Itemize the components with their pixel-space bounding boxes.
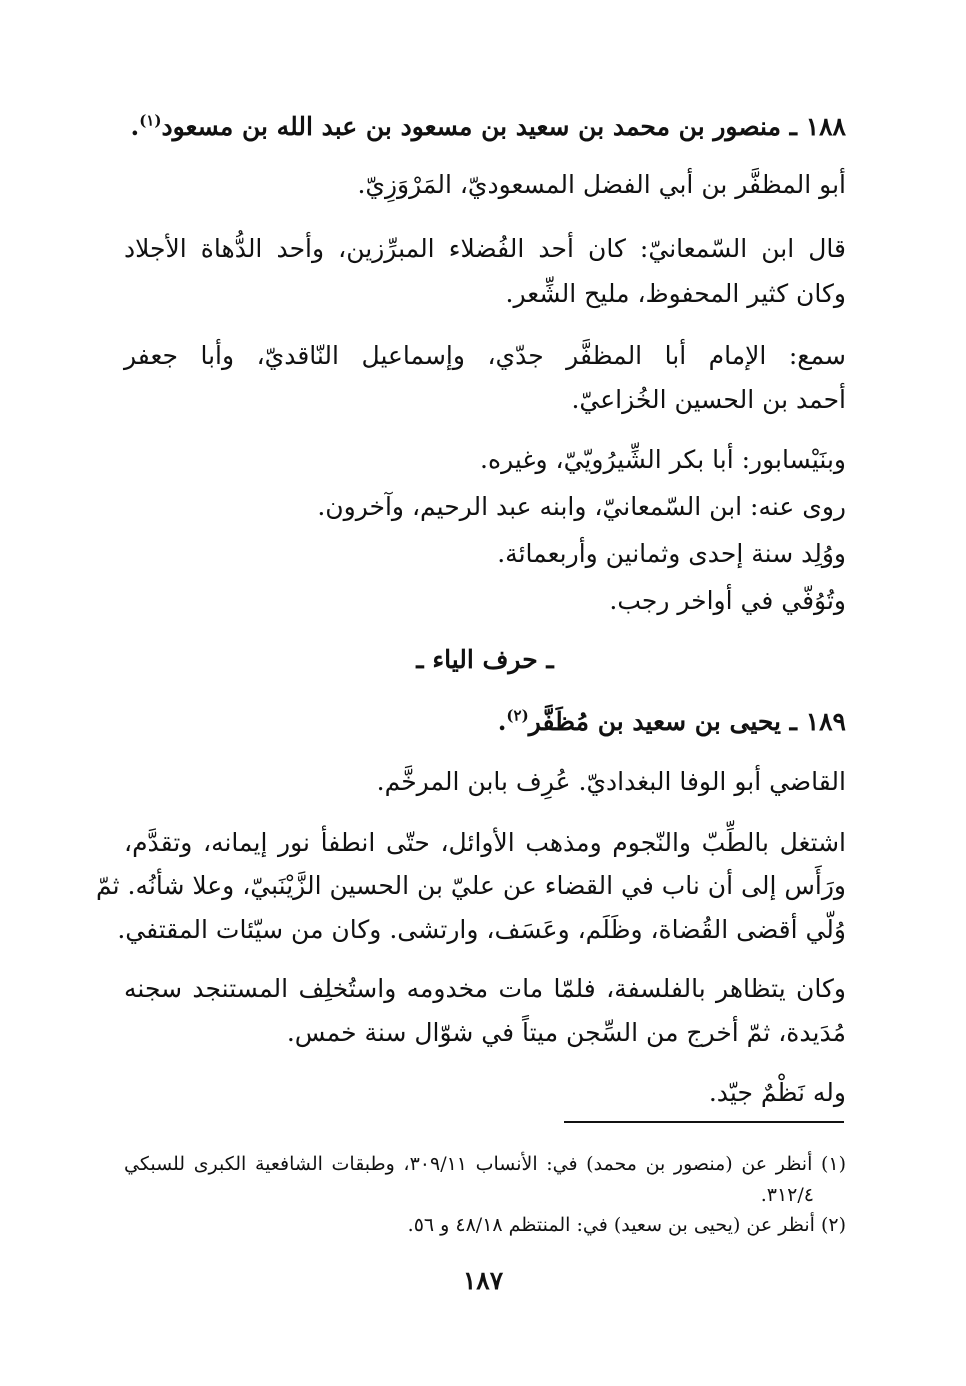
entry-189-p2-line-2: مُدَيدة، ثمّ أخرج من السِّجن ميتاً في شوّال سنة خمس.: [286, 1018, 846, 1047]
entry-189-p1-line-2: ورَأَس إلى أن ناب في القضاء عن عليّ بن الحسين الزَّيْنَبيّ، وعلا شأنُه. ثمّ: [95, 871, 846, 900]
page-number: ١٨٧: [462, 1266, 504, 1295]
entry-189-heading-text: ١٨٩ ـ يحيى بن سعيد بن مُظَفَّر: [528, 707, 846, 736]
entry-189-p2-line-1: وكان يتظاهر بالفلسفة، فلمّا مات مخدومه واستُخلِف المستنجد سجنه: [124, 974, 846, 1003]
footnote-ref-1[interactable]: (١): [139, 111, 162, 130]
footnote-2: (٢) أنظر عن (يحيى بن سعيد) في: المنتظم ٤٨/١٨ و ٥٦.: [407, 1214, 846, 1236]
entry-189-p1-line-1: اشتغل بالطِّبّ والنّجوم ومذهب الأوائل، حتّى انطفأ نور إيمانه، وتقدَّم،: [124, 828, 846, 857]
entry-189-heading: [124, 703, 846, 741]
entry-188-heading-end: .: [130, 112, 140, 141]
entry-189-poetry: وله نَظْمٌ جيّد.: [708, 1078, 846, 1107]
entry-189-p1-line-3: وُلّي أقضى القُضاة، وظَلَم، وعَسَف، وارتشى. وكان من سيّئات المقتفي.: [117, 915, 846, 944]
entry-188-heading: [124, 108, 846, 146]
entry-188-kunya: أبو المظفَّر بن أبي الفضل المسعوديّ، المَرْوَزِيّ.: [357, 170, 846, 199]
entry-188-p1-line-2: وكان كثير المحفوظ، مليح الشِّعر.: [505, 279, 846, 308]
footnote-1-line-1: (١) أنظر عن (منصور بن محمد) في: الأنساب ٣٠٩/١١، وطبقات الشافعية الكبرى للسبكي: [124, 1153, 847, 1175]
entry-188-p2-line-2: أحمد بن الحسين الخُزاعيّ.: [571, 385, 846, 414]
entry-188-heading-text: ١٨٨ ـ منصور بن محمد بن سعيد بن مسعود بن عبد الله بن مسعود: [161, 112, 846, 141]
section-title: ـ حرف الياء ـ: [416, 645, 554, 674]
entry-188-died: وتُوُفّي في أواخر رجب.: [609, 586, 846, 615]
entry-188-born: ووُلِد سنة إحدى وثمانين وأربعمائة.: [497, 539, 846, 568]
entry-188-narrators: روى عنه: ابن السّمعانيّ، وابنه عبد الرحيم، وآخرون.: [317, 492, 846, 521]
entry-188-p1-line-1: قال ابن السّمعانيّ: كان أحد الفُضلاء المبرِّزين، وأحد الدُّهاة الأجلاد: [124, 234, 846, 263]
footnote-1-line-2: ٣١٢/٤.: [760, 1184, 814, 1206]
entry-189-intro: القاضي أبو الوفا البغداديّ. عُرِف بابن المرخَّم.: [376, 767, 846, 796]
footnote-ref-2[interactable]: (٢): [506, 706, 529, 725]
entry-188-p2-line-1: سمع: الإمام أبا المظفَّر جدّي، وإسماعيل النّاقديّ، وأبا جعفر: [124, 341, 846, 370]
footnote-divider: [564, 1121, 844, 1123]
entry-189-heading-end: .: [497, 707, 507, 736]
entry-188-nishapur: وبنَيْسابور: أبا بكر الشِّيرُويّيّ، وغيره.: [480, 445, 846, 474]
